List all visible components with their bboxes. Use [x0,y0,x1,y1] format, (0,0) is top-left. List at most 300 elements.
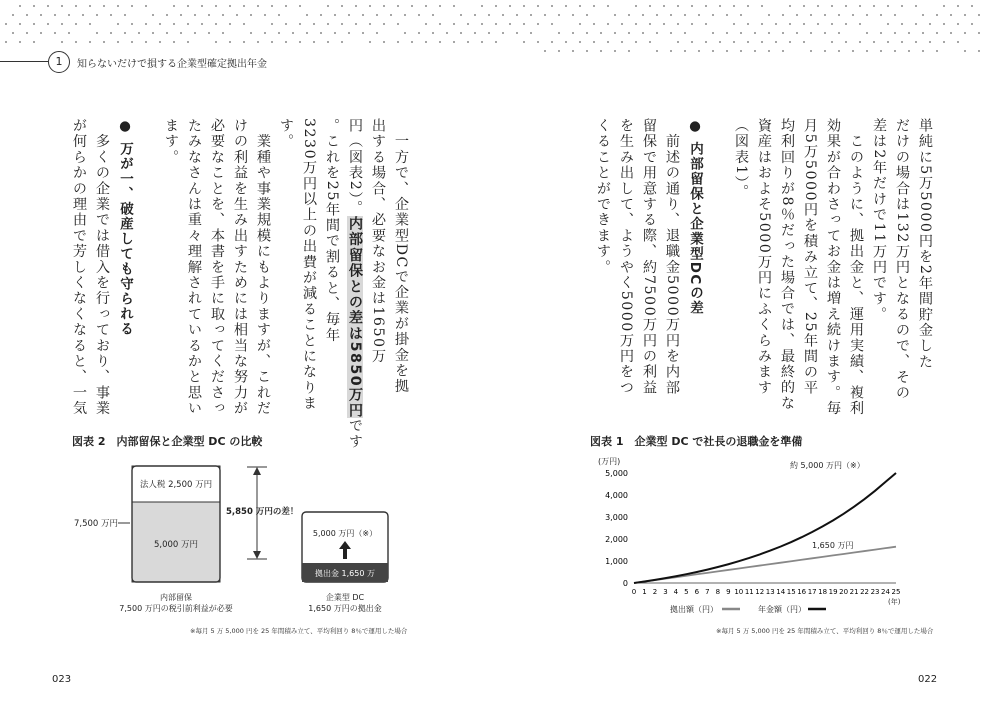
header-dot [957,23,959,25]
header-dot [481,23,483,25]
header-dot [299,5,301,7]
header-dot [173,5,175,7]
header-dot [418,14,420,16]
text-line: 3230万円以上の出費が減ることになりま [301,118,317,412]
header-dot [747,41,749,43]
header-dot [173,41,175,43]
header-dot [845,23,847,25]
header-dot [565,41,567,43]
header-dot [782,32,784,34]
dc-final-annotation: 約 5,000 万円（※） [790,461,865,470]
header-dot [222,14,224,16]
header-dot [12,32,14,34]
header-dot [82,14,84,16]
text-line: 留保で用意する際、約7500万円の利益 [641,118,657,396]
header-dot [264,14,266,16]
header-dot [964,50,966,52]
header-dot [838,32,840,34]
header-dot [670,14,672,16]
text-line [706,118,729,398]
x-tick-label: 20 [839,588,849,596]
header-dot [250,32,252,34]
header-dot [761,23,763,25]
header-dot [26,14,28,16]
header-dot [96,32,98,34]
header-dot [677,41,679,43]
header-dot [383,41,385,43]
header-dot [929,23,931,25]
header-dot [831,41,833,43]
header-dot [145,23,147,25]
reserve-caption-1: 内部留保 [160,593,192,602]
text-line: 資産はおよそ5000万円にふくらみます [756,118,772,396]
text-fragment: 円（図表2）。 [347,118,363,216]
header-dot [243,41,245,43]
header-dot [957,5,959,7]
header-dot [320,32,322,34]
header-dot [901,5,903,7]
header-dot [600,32,602,34]
header-dot [936,50,938,52]
reserve-caption-2: 7,500 万円の税引前利益が必要 [119,604,233,613]
header-dot [789,5,791,7]
header-dot [642,14,644,16]
text-line: ます。 [163,118,179,166]
header-dot [516,32,518,34]
header-dot [726,50,728,52]
header-dot [579,5,581,7]
x-tick-label: 23 [870,588,880,596]
page-number-right: 022 [918,674,938,685]
header-dot [712,50,714,52]
header-dot [901,23,903,25]
header-dot [47,23,49,25]
header-dot [880,32,882,34]
x-tick-label: 21 [849,588,859,596]
header-dot [901,41,903,43]
header-dot [831,23,833,25]
header-dot [544,14,546,16]
header-dot [467,23,469,25]
header-dot [593,5,595,7]
text-line: 多くの企業では借入を行っており、事業 [94,118,110,417]
header-dot [628,32,630,34]
text-line [136,118,159,398]
header-dot [663,5,665,7]
header-dot [229,41,231,43]
y-tick-label: 3,000 [605,513,628,522]
header-dot [768,32,770,34]
header-dot [831,5,833,7]
header-dot [635,41,637,43]
header-dot [376,32,378,34]
header-dot [866,50,868,52]
header-dot [159,23,161,25]
header-dot [908,50,910,52]
header-dot [5,41,7,43]
header-dot [509,5,511,7]
text-line: だけの場合は132万円となるので、その [894,118,910,401]
header-dot [103,5,105,7]
header-dot [803,5,805,7]
header-dot [495,41,497,43]
header-dot [859,5,861,7]
y-tick-label: 4,000 [605,491,628,500]
header-dot [362,32,364,34]
header-dot [950,14,952,16]
header-dot [460,32,462,34]
header-dot [712,32,714,34]
x-tick-label: 18 [818,588,828,596]
header-dot [369,41,371,43]
text-line: す。 [278,118,294,150]
header-dot [397,23,399,25]
header-dot [75,41,77,43]
x-tick-label: 25 [891,588,901,596]
text-line: 。これを25年間で割ると、毎年 [324,118,340,344]
header-dot [824,32,826,34]
header-dot [621,23,623,25]
header-dot [187,41,189,43]
header-dot [138,32,140,34]
header-dot [439,23,441,25]
header-dot [691,41,693,43]
header-dot [943,41,945,43]
header-dot [817,5,819,7]
header-dot [607,41,609,43]
figure-1-line-chart [590,452,920,617]
header-dot [278,14,280,16]
header-dot [257,5,259,7]
header-dot [894,32,896,34]
header-dot [964,14,966,16]
header-dot [89,23,91,25]
header-dot [131,5,133,7]
x-tick-label: 16 [797,588,807,596]
x-tick-label: 12 [755,588,765,596]
header-dot [649,5,651,7]
header-dot [712,14,714,16]
header-dot [964,32,966,34]
header-dot [208,32,210,34]
header-dot [726,14,728,16]
header-dot [642,32,644,34]
header-dot [320,14,322,16]
header-dot [467,41,469,43]
header-dot [782,50,784,52]
header-dot [670,50,672,52]
header-dot [593,23,595,25]
header-dot [782,14,784,16]
header-dot [537,41,539,43]
header-dot [201,23,203,25]
header-dot [544,50,546,52]
header-dot [572,32,574,34]
header-dot [978,14,980,16]
header-dot [460,14,462,16]
x-tick-label: 2 [652,588,658,596]
header-dot [978,50,980,52]
header-dot [187,5,189,7]
figure-1-title: 図表 1 企業型 DC で社長の退職金を準備 [590,435,803,448]
header-dot [719,5,721,7]
header-dot [376,14,378,16]
header-dot [299,41,301,43]
header-dot [54,32,56,34]
header-dot [383,23,385,25]
y-tick-label: 1,000 [605,557,628,566]
header-dot [236,14,238,16]
header-dot [796,32,798,34]
header-dot [691,23,693,25]
header-dot [33,23,35,25]
header-dot [908,32,910,34]
text-line: 前述の通り、退職金5000万円を内部 [664,118,680,396]
x-tick-label: 24 [881,588,890,596]
header-dot [880,14,882,16]
legend-contribution-label: 拠出額（円） [670,605,718,614]
header-dot [523,41,525,43]
header-dot [474,32,476,34]
page-number-left: 023 [52,674,72,685]
header-dot [537,5,539,7]
header-dot [432,14,434,16]
header-dot [495,23,497,25]
text-line: 効果が合わさってお金は増え続けます。毎 [825,118,841,417]
header-dot [607,23,609,25]
header-dot-pattern [0,0,987,60]
header-dot [96,14,98,16]
header-dot [754,32,756,34]
header-dot [922,14,924,16]
header-dot [425,5,427,7]
header-dot [355,5,357,7]
right-page-body-text [576,118,936,417]
header-dot [26,32,28,34]
x-tick-label: 17 [807,588,817,596]
text-line: ● 万が一、破産しても守られる [117,118,133,337]
header-dot [845,41,847,43]
header-dot [796,14,798,16]
header-dot [579,41,581,43]
tax-label: 法人税 2,500 万円 [139,480,213,490]
text-line: 月5万5000円を積み立て、25年間の平 [802,118,818,396]
dc-main-label: 拠出金 1,650 万 [315,569,375,578]
header-dot [852,14,854,16]
text-line: 差は2年だけで11万円です。 [871,118,887,323]
header-dot [677,23,679,25]
header-dot [439,5,441,7]
header-dot [453,23,455,25]
header-dot [33,5,35,7]
header-dot [61,23,63,25]
header-dot [481,5,483,7]
text-line: 出する場合、必要なお金は1650万 [370,118,386,365]
header-dot [572,14,574,16]
header-dot [285,23,287,25]
header-dot [68,14,70,16]
header-dot [915,5,917,7]
header-dot [166,14,168,16]
header-dot [229,23,231,25]
header-dot [768,14,770,16]
header-dot [551,5,553,7]
header-dot [180,32,182,34]
header-dot [810,32,812,34]
header-dot [117,41,119,43]
header-dot [145,41,147,43]
header-dot [418,32,420,34]
x-tick-label: 1 [642,588,647,596]
header-dot [929,41,931,43]
header-dot [635,23,637,25]
header-dot [894,50,896,52]
header-dot [789,41,791,43]
header-dot [726,32,728,34]
header-dot [404,14,406,16]
header-dot [453,5,455,7]
text-line: 単純に5万5000円を2年間貯金した [917,118,933,370]
header-dot [271,41,273,43]
header-dot [369,5,371,7]
text-fragment: です [347,418,363,450]
header-dot [61,5,63,7]
highlighted-difference: 内部留保との差は5850万円 [347,215,363,419]
text-line: くることができます。 [595,118,611,275]
header-dot [943,23,945,25]
figure-1-note: ※毎月 5 万 5,000 円を 25 年間積み立て、平均利回り 8％で運用した場合 [716,627,934,635]
header-dot [124,32,126,34]
header-dot [824,14,826,16]
header-dot [754,50,756,52]
header-dot [551,23,553,25]
header-dot [75,23,77,25]
header-dot [810,14,812,16]
header-dot [698,14,700,16]
header-dot [719,41,721,43]
text-line: 業種や事業規模にもよりますが、これだ [255,118,271,417]
header-dot [397,5,399,7]
figure-2-diagram [60,455,420,620]
x-tick-label: 3 [663,588,668,596]
header-dot [341,23,343,25]
header-dot [222,32,224,34]
header-dot [670,32,672,34]
header-dot [19,41,21,43]
header-dot [740,32,742,34]
header-dot [586,32,588,34]
header-dot [824,50,826,52]
x-tick-label: 10 [734,588,744,596]
header-dot [306,32,308,34]
header-dot [285,5,287,7]
x-tick-label: 19 [828,588,838,596]
header-dot [740,14,742,16]
header-dot [733,5,735,7]
header-dot [285,41,287,43]
header-dot [180,14,182,16]
header-dot [117,23,119,25]
header-dot [166,32,168,34]
header-dot [47,5,49,7]
header-dot [586,50,588,52]
header-dot [313,23,315,25]
header-dot [348,14,350,16]
header-dot [12,14,14,16]
chapter-rule [0,61,48,62]
text-line: 均利回りが8％だった場合では、最終的な [779,118,795,412]
header-dot [348,32,350,34]
header-dot [565,5,567,7]
dc-caption-2: 1,650 万円の拠出金 [308,604,382,613]
header-dot [341,5,343,7]
y-tick-label: 2,000 [605,535,628,544]
header-dot [614,50,616,52]
y-tick-label: 0 [622,579,628,588]
header-dot [425,23,427,25]
header-dot [215,41,217,43]
header-dot [684,32,686,34]
header-dot [327,41,329,43]
header-dot [327,5,329,7]
header-dot [453,41,455,43]
header-dot [54,14,56,16]
header-dot [278,32,280,34]
header-dot [621,41,623,43]
text-line: けの利益を生み出すためには相当な努力が [232,118,248,417]
header-dot [215,5,217,7]
header-dot [607,5,609,7]
header-dot [572,50,574,52]
header-dot [68,32,70,34]
header-dot [789,23,791,25]
header-dot [173,23,175,25]
header-dot [586,14,588,16]
header-dot [159,41,161,43]
header-dot [698,50,700,52]
header-dot [334,32,336,34]
header-dot [705,5,707,7]
header-dot [495,5,497,7]
header-dot [474,14,476,16]
header-dot [194,32,196,34]
header-dot [971,23,973,25]
header-dot [313,41,315,43]
header-dot [971,5,973,7]
header-dot [978,32,980,34]
header-dot [355,23,357,25]
header-dot [509,23,511,25]
header-dot [110,32,112,34]
header-dot [838,14,840,16]
header-dot [397,41,399,43]
header-dot [775,41,777,43]
header-dot [5,23,7,25]
header-dot [523,5,525,7]
header-dot [873,41,875,43]
difference-label: 5,850 万円の差！ [226,507,299,517]
header-dot [866,32,868,34]
x-tick-label: 8 [715,588,721,596]
x-tick-label: 11 [744,588,754,596]
dc-caption-1: 企業型 DC [325,593,365,602]
text-line: このように、拠出金と、運用実績、複利 [848,118,864,417]
header-dot [299,23,301,25]
header-dot [761,5,763,7]
header-dot [306,14,308,16]
header-dot [593,41,595,43]
x-tick-label: 0 [631,588,637,596]
